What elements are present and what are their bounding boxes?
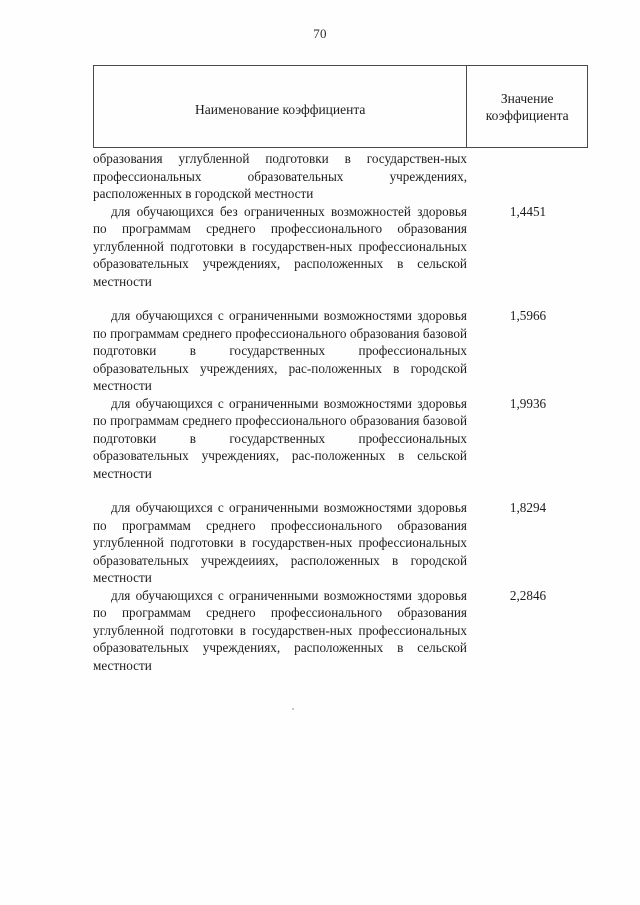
row-coefficient-value: 1,4451 <box>509 203 547 219</box>
table-header-name-column: Наименование коэффициента <box>94 66 467 147</box>
row-description: для обучающихся с ограниченными возможностями здоровья по программам среднего профессионального образования углубленной подготовки в государствен-ных профессиональных образовательных учреждеииях, расположенных в городской местности <box>93 500 467 585</box>
row-description: для обучающихся с ограниченными возможностями здоровья по программам среднего профессионального образования базовой подготовки в государственных профессиональных образовательных учреждениях, рас-положенных в городской местности <box>93 308 467 393</box>
table-row <box>93 499 588 587</box>
row-coefficient-value: 1,9936 <box>509 395 547 411</box>
table-row <box>93 150 588 203</box>
row-coefficient-value: 2,2846 <box>509 587 547 603</box>
row-description: для обучающихся с ограниченными возможностями здоровья по программам среднего профессионального образования углубленной подготовки в государствен-ных профессиональных образовательных учреждениях, расположенных в сельской местности <box>93 587 467 673</box>
page-number: 70 <box>313 26 327 41</box>
row-description: для обучающихся без ограниченных возможностей здоровья по программам среднего профессионального образования углубленной подготовки в государствен-ных профессиональных образовательных учреждениях, расположенных в сельской местности <box>93 203 467 289</box>
row-description: для обучающихся с ограниченными возможностями здоровья по программам среднего профессионального образования базовой подготовки в государственных профессиональных образовательных учреждениях, рас-положенных в сельской местности <box>93 395 467 481</box>
table-header-row <box>93 65 588 148</box>
row-coefficient-value: 1,8294 <box>509 500 547 515</box>
scan-artifact-speck <box>292 708 294 710</box>
table-body <box>93 150 588 674</box>
row-description: образования углубленной подготовки в государствен-ных профессиональных образовательных учреждениях, расположенных в городской местности <box>93 151 467 201</box>
table-row <box>93 307 588 395</box>
table-header-value-column: Значение коэффициента <box>485 90 569 123</box>
table-row <box>93 587 588 675</box>
row-coefficient-value: 1,5966 <box>509 308 547 323</box>
table-row <box>93 203 588 291</box>
table-row <box>93 395 588 483</box>
